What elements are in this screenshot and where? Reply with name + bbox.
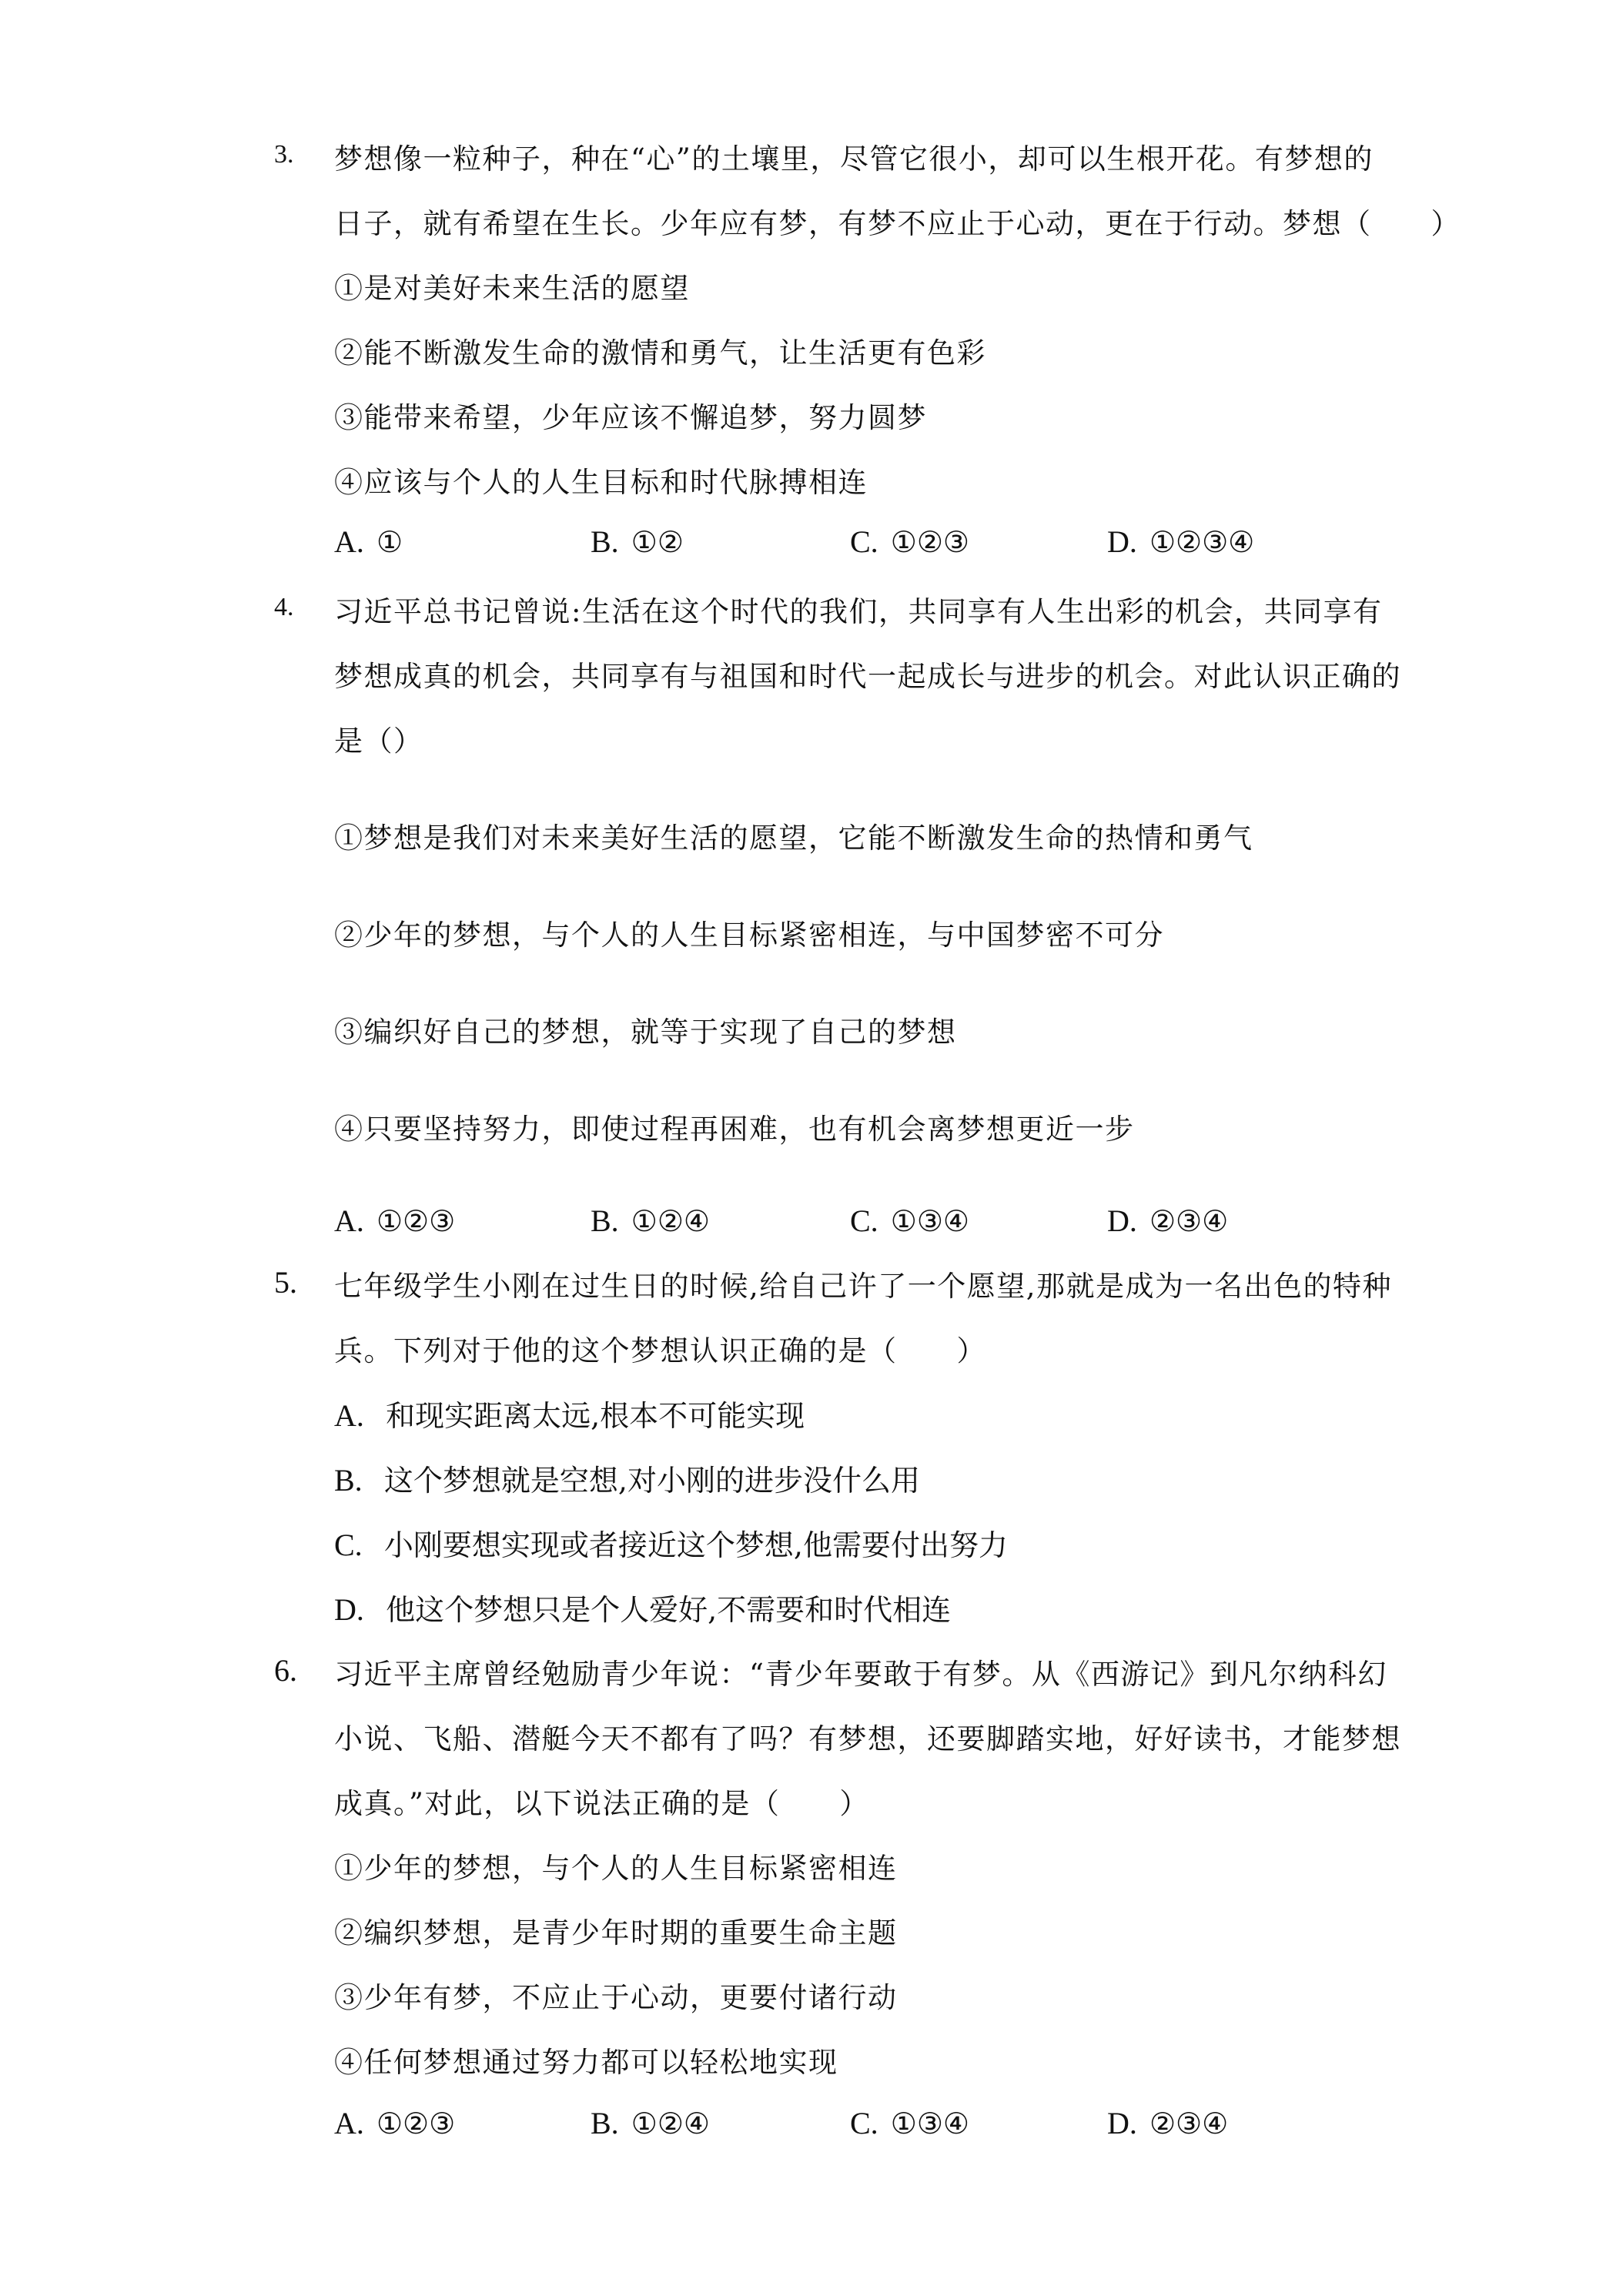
- option-b: B. ①②④: [591, 1203, 710, 1238]
- question-number: 4.: [274, 593, 294, 621]
- option-b: B. ①②: [591, 524, 684, 559]
- question-stem-line: 日子，就有希望在生长。少年应有梦，有梦不应止于心动，更在于行动。梦想（ ）: [334, 207, 1461, 240]
- question-number: 3.: [274, 140, 294, 169]
- statement: ④任何梦想通过努力都可以轻松地实现: [334, 2046, 838, 2079]
- question-stem-line: 梦想像一粒种子，种在“心”的土壤里，尽管它很小，却可以生根开花。有梦想的: [334, 142, 1374, 176]
- option-b: B. 这个梦想就是空想,对小刚的进步没什么用: [334, 1463, 920, 1498]
- question-stem-line: 小说、飞船、潜艇今天不都有了吗？有梦想，还要脚踏实地，好好读书，才能梦想: [334, 1722, 1401, 1755]
- statement: ③少年有梦，不应止于心动，更要付诸行动: [334, 1981, 898, 2014]
- option-a: A. ①②③: [334, 2106, 456, 2140]
- option-a: A. 和现实距离太远,根本不可能实现: [334, 1398, 805, 1433]
- statement: ③编织好自己的梦想，就等于实现了自己的梦想: [334, 1016, 957, 1049]
- question-stem-line: 梦想成真的机会，共同享有与祖国和时代一起成长与进步的机会。对此认识正确的: [334, 660, 1401, 693]
- option-a: A. ①②③: [334, 1203, 456, 1238]
- question-stem-line: 兵。下列对于他的这个梦想认识正确的是（ ）: [334, 1334, 986, 1367]
- option-d: D. 他这个梦想只是个人爱好,不需要和时代相连: [334, 1592, 952, 1627]
- statement: ①是对美好未来生活的愿望: [334, 272, 690, 305]
- option-d: D. ①②③④: [1107, 524, 1255, 559]
- question-stem-line: 七年级学生小刚在过生日的时候,给自己许了一个愿望,那就是成为一名出色的特种: [334, 1270, 1393, 1303]
- statement: ②编织梦想，是青少年时期的重要生命主题: [334, 1916, 898, 1950]
- question-number: 6.: [274, 1653, 297, 1688]
- option-c: C. ①③④: [850, 1203, 969, 1238]
- question-stem-line: 是（）: [334, 725, 423, 758]
- statement: ②少年的梦想，与个人的人生目标紧密相连，与中国梦密不可分: [334, 919, 1164, 952]
- option-c: C. ①③④: [850, 2106, 969, 2140]
- statement: ①梦想是我们对未来美好生活的愿望，它能不断激发生命的热情和勇气: [334, 822, 1253, 855]
- option-c: C. 小刚要想实现或者接近这个梦想,他需要付出努力: [334, 1528, 1008, 1562]
- question-stem-line: 成真。”对此，以下说法正确的是（ ）: [334, 1787, 869, 1820]
- statement: ②能不断激发生命的激情和勇气，让生活更有色彩: [334, 336, 986, 370]
- option-c: C. ①②③: [850, 524, 969, 559]
- statement: ③能带来希望，少年应该不懈追梦，努力圆梦: [334, 401, 927, 434]
- statement: ①少年的梦想，与个人的人生目标紧密相连: [334, 1852, 898, 1885]
- option-d: D. ②③④: [1107, 2106, 1229, 2140]
- question-stem-line: 习近平总书记曾说:生活在这个时代的我们，共同享有人生出彩的机会，共同享有: [334, 595, 1383, 628]
- statement: ④只要坚持努力，即使过程再困难，也有机会离梦想更近一步: [334, 1113, 1135, 1146]
- option-d: D. ②③④: [1107, 1203, 1229, 1238]
- question-stem-line: 习近平主席曾经勉励青少年说：“青少年要敢于有梦。从《西游记》到凡尔纳科幻: [334, 1658, 1387, 1691]
- option-a: A. ①: [334, 524, 403, 559]
- question-number: 5.: [274, 1265, 297, 1300]
- option-b: B. ①②④: [591, 2106, 710, 2140]
- statement: ④应该与个人的人生目标和时代脉搏相连: [334, 466, 868, 499]
